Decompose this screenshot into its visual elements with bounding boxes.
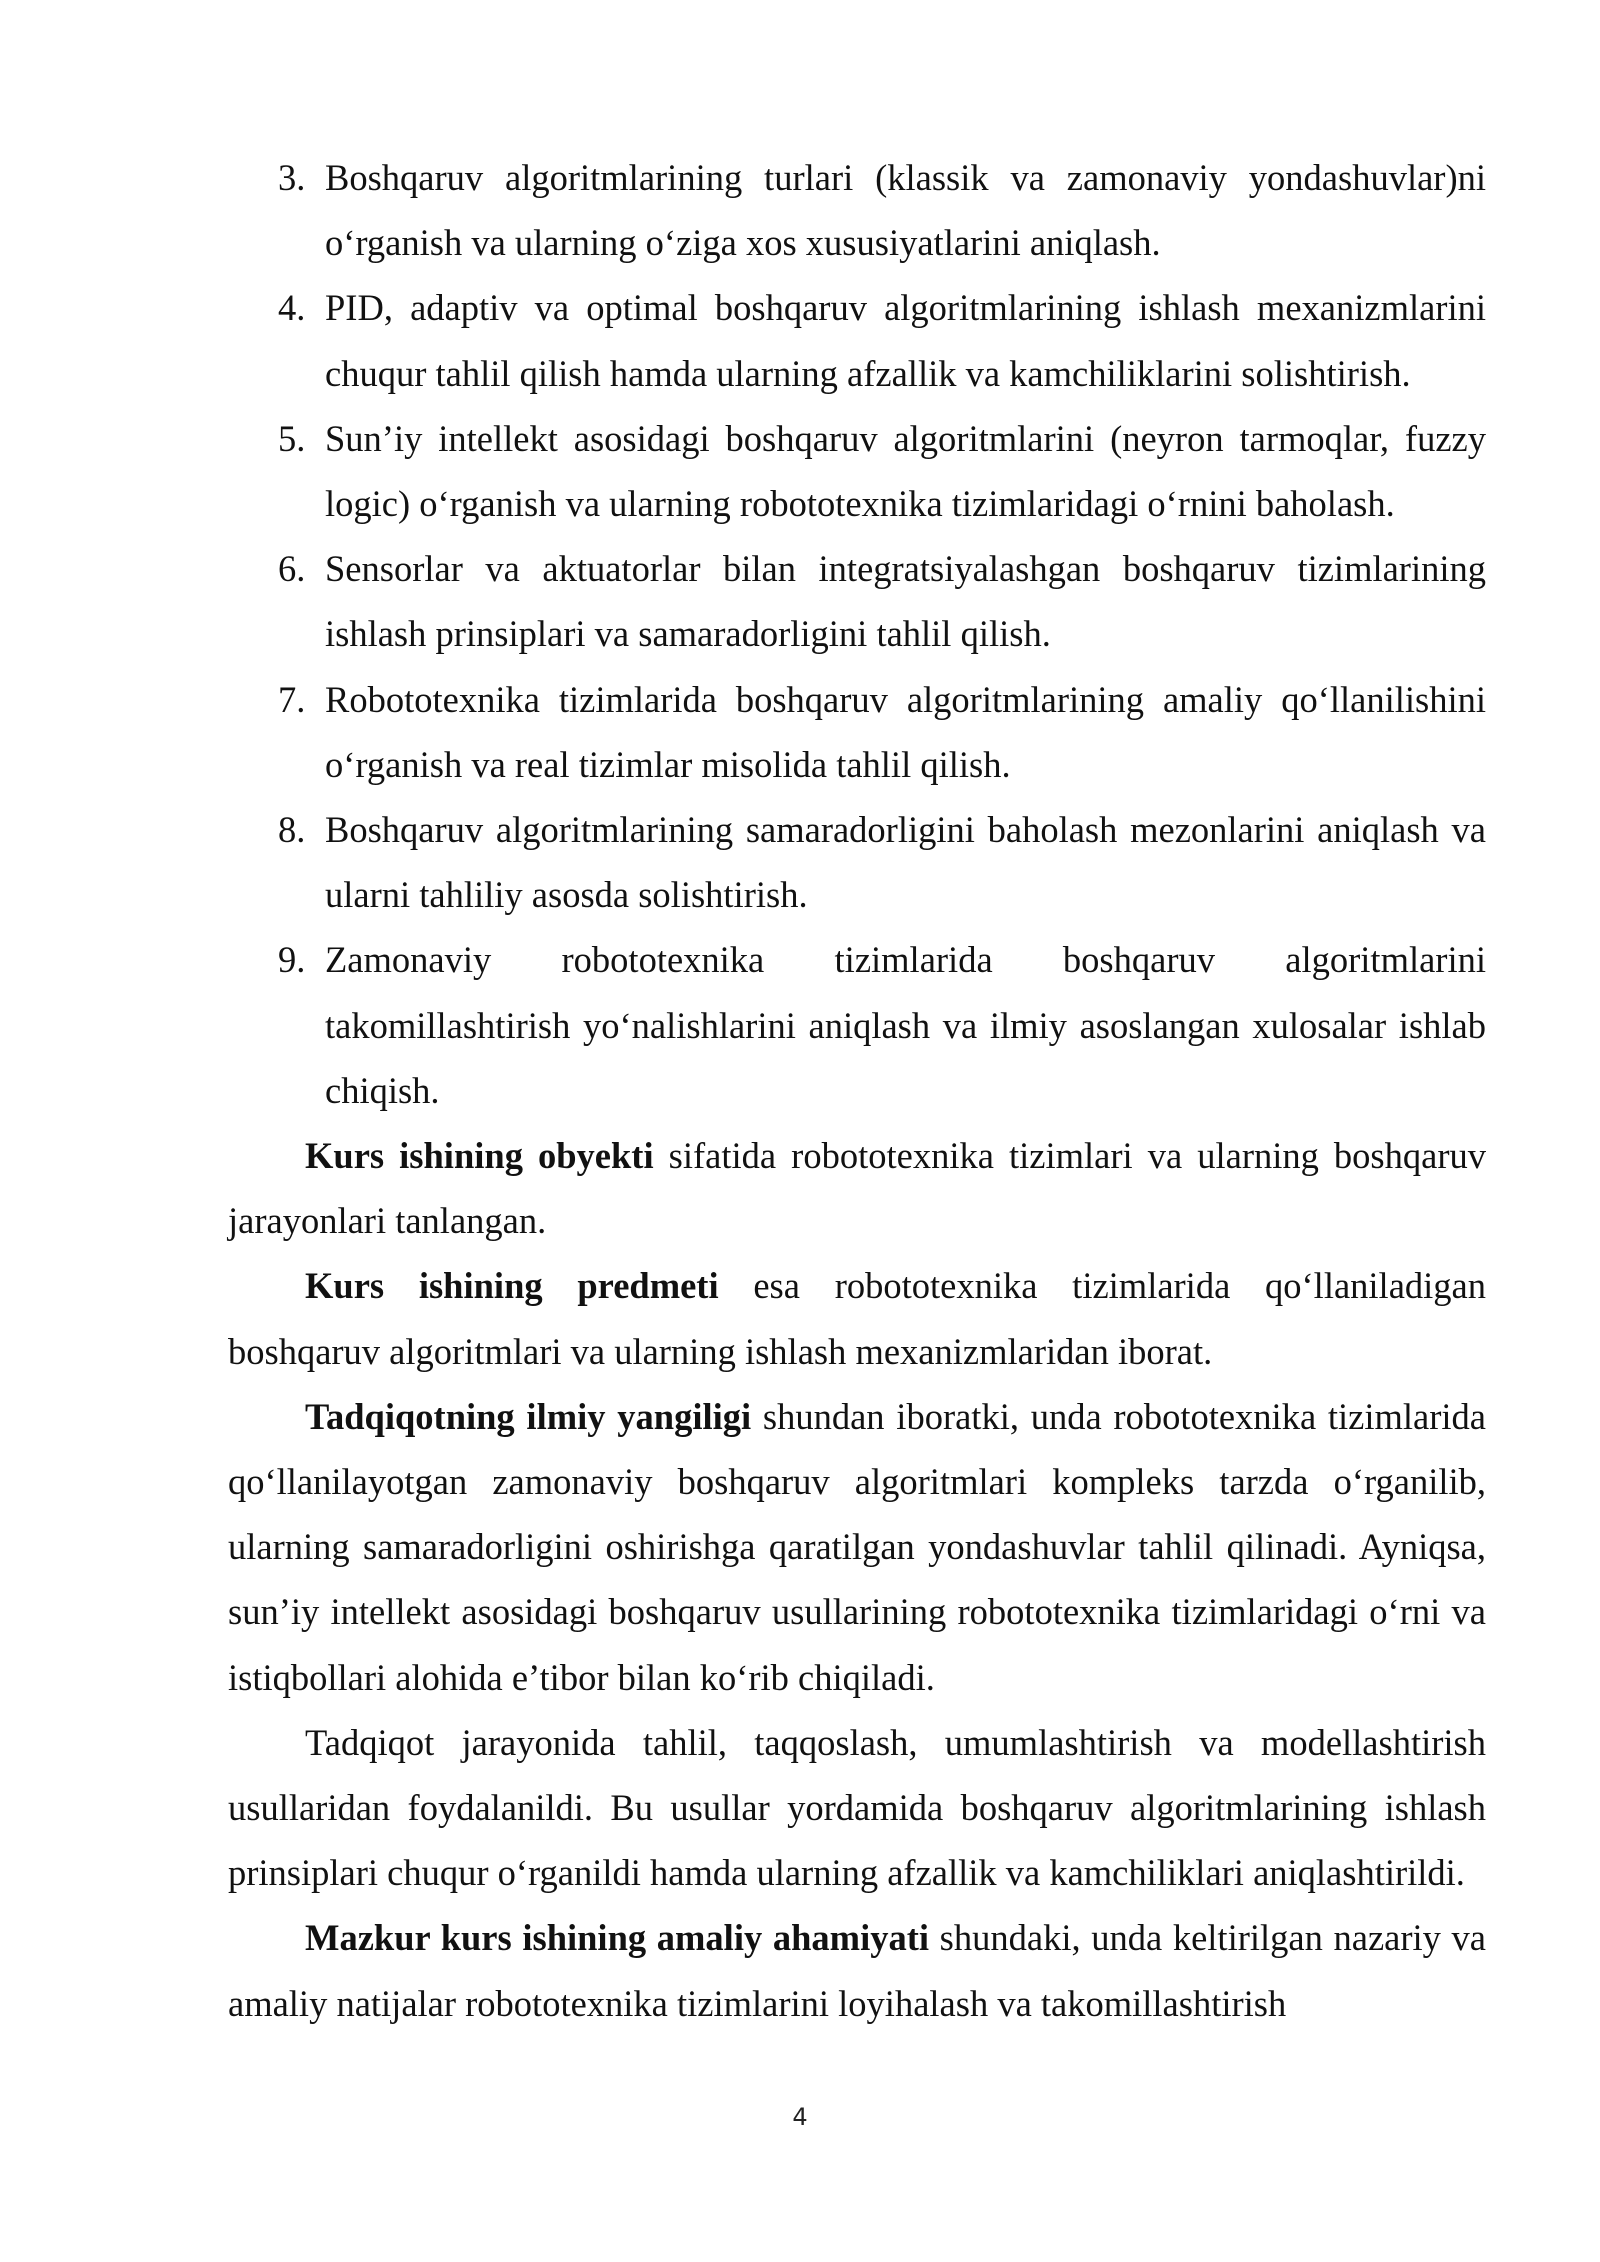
list-item-number: 8. — [278, 809, 306, 851]
novelty-paragraph — [228, 1384, 1486, 1710]
list-item-number: 9. — [278, 939, 306, 981]
list-item — [228, 536, 1486, 666]
list-item-text: Sensorlar va aktuatorlar bilan integratsiyalashgan boshqaruv tizimlarining ishlash prinsiplari va samaradorligini tahlil qilish. — [325, 548, 1486, 655]
list-item-text: PID, adaptiv va optimal boshqaruv algoritmlarining ishlash mexanizmlarini chuqur tahlil qilish hamda ularning afzallik va kamchiliklarini solishtirish. — [325, 287, 1486, 394]
list-item — [228, 927, 1486, 1123]
list-item-text: Boshqaruv algoritmlarining turlari (klassik va zamonaviy yondashuvlar)ni o‘rganish va ularning o‘ziga xos xususiyatlarini aniqlash. — [325, 157, 1486, 264]
list-item — [228, 145, 1486, 275]
subject-heading: Kurs ishining predmeti — [305, 1265, 719, 1307]
methods-text: Tadqiqot jarayonida tahlil, taqqoslash, umumlashtirish va modellashtirish usullaridan foydalanildi. Bu usullar yordamida boshqaruv algoritmlarining ishlash prinsiplari chuqur o‘rganildi hamda ularning afzallik va kamchiliklari aniqlashtirildi. — [228, 1721, 1486, 1894]
list-item-number: 5. — [278, 417, 306, 459]
object-paragraph — [228, 1123, 1486, 1253]
list-item — [228, 667, 1486, 797]
list-item-number: 4. — [278, 287, 306, 329]
list-item-number: 7. — [278, 678, 306, 720]
list-item-text: Zamonaviy robototexnika tizimlarida boshqaruv algoritmlarini takomillashtirish yo‘nalishlarini aniqlash va ilmiy asoslangan xulosalar ishlab chiqish. — [325, 939, 1486, 1111]
list-item-text: Robototexnika tizimlarida boshqaruv algoritmlarining amaliy qo‘llanilishini o‘rganish va real tizimlar misolida tahlil qilish. — [325, 678, 1486, 785]
list-item-text: Boshqaruv algoritmlarining samaradorligini baholash mezonlarini aniqlash va ularni tahliliy asosda solishtirish. — [325, 809, 1486, 916]
subject-paragraph — [228, 1253, 1486, 1383]
object-heading: Kurs ishining obyekti — [305, 1135, 654, 1177]
subject-text: esa robototexnika tizimlarida qo‘llaniladigan boshqaruv algoritmlari va ularning ishlash mexanizmlaridan iborat. — [228, 1265, 1486, 1372]
list-item — [228, 406, 1486, 536]
list-item-text: Sun’iy intellekt asosidagi boshqaruv algoritmlarini (neyron tarmoqlar, fuzzy logic) o‘rganish va ularning robototexnika tizimlaridagi o‘rnini baholash. — [325, 417, 1486, 525]
object-text: sifatida robototexnika tizimlari va ularning boshqaruv jarayonlari tanlangan. — [228, 1135, 1486, 1242]
list-item-number: 6. — [278, 548, 306, 590]
practical-text: shundaki, unda keltirilgan nazariy va amaliy natijalar robototexnika tizimlarini loyihalash va takomillashtirish — [228, 1917, 1486, 2024]
list-item-number: 3. — [278, 157, 306, 198]
list-item — [228, 797, 1486, 927]
novelty-heading: Tadqiqotning ilmiy yangiligi — [305, 1395, 752, 1437]
practical-paragraph — [228, 1905, 1486, 2035]
methods-paragraph — [228, 1710, 1486, 1906]
list-item — [228, 275, 1486, 405]
page-number: 4 — [792, 2103, 808, 2131]
page-content — [228, 145, 1486, 2036]
task-list — [228, 145, 1486, 1123]
practical-heading: Mazkur kurs ishining amaliy ahamiyati — [305, 1917, 930, 1959]
novelty-text: shundan iboratki, unda robototexnika tizimlarida qo‘llanilayotgan zamonaviy boshqaruv algoritmlari kompleks tarzda o‘rganilib, ularning samaradorligini oshirishga qaratilgan yondashuvlar tahlil qilinadi. Ayniqsa, sun’iy intellekt asosidagi boshqaruv usullarining robototexnika tizimlaridagi o‘rni va istiqbollari alohida e’tibor bilan ko‘rib chiqiladi. — [228, 1395, 1487, 1698]
